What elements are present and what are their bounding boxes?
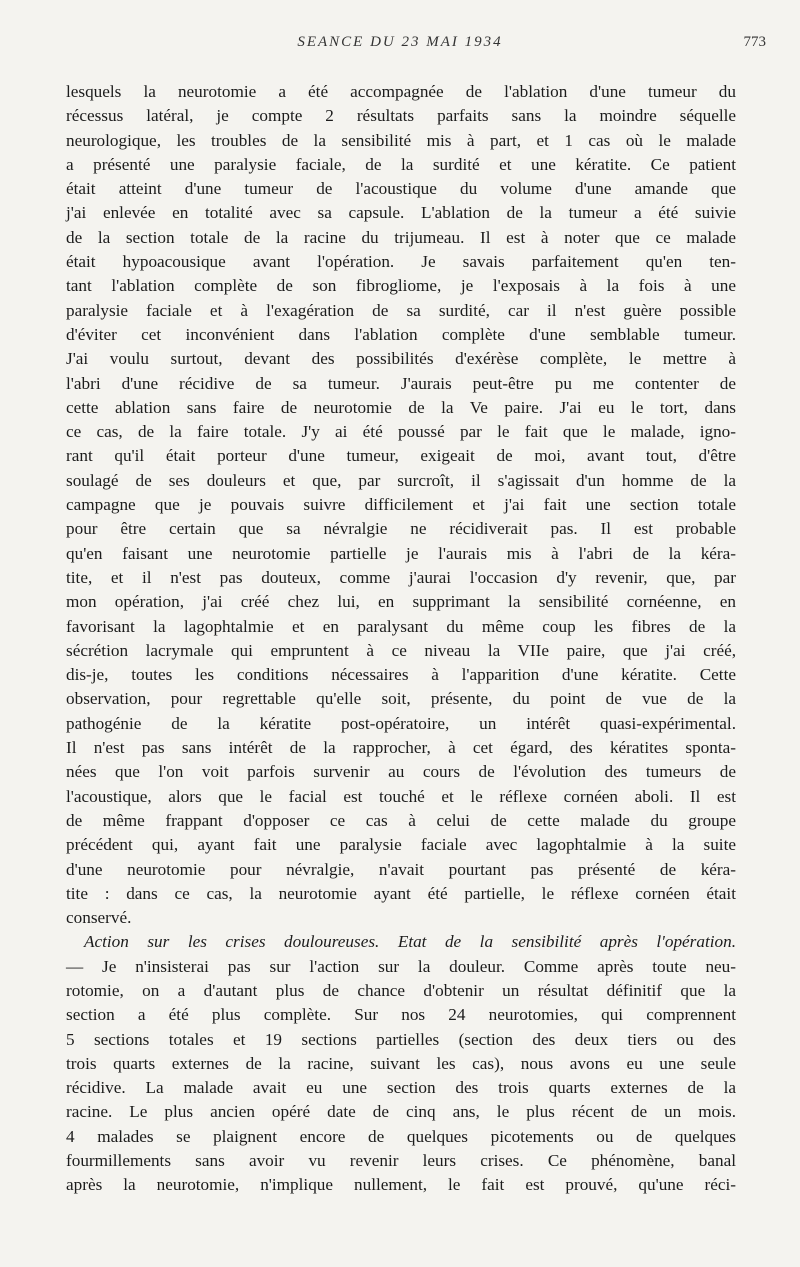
text-line: campagne que je pouvais suivre difficilement et j'ai fait une section totale xyxy=(66,495,736,515)
text-line: rotomie, on a d'autant plus de chance d'obtenir un résultat définitif que la xyxy=(66,980,736,1000)
text-line: section a été plus complète. Sur nos 24 neurotomies, qui comprennent xyxy=(66,1005,736,1025)
text-line: 5 sections totales et 19 sections partielles (section des deux tiers ou des xyxy=(66,1029,736,1049)
body-text xyxy=(66,80,736,1198)
text-line: mon opération, j'ai créé chez lui, en supprimant la sensibilité cornéenne, en xyxy=(66,592,736,612)
text-line: neurologique, les troubles de la sensibilité mis à part, et 1 cas où le malade xyxy=(66,130,736,150)
running-header xyxy=(0,34,800,56)
text-line: racine. Le plus ancien opéré date de cinq ans, le plus récent de un mois. xyxy=(66,1102,736,1122)
text-line: l'acoustique, alors que le facial est touché et le réflexe cornéen aboli. Il est xyxy=(66,786,736,806)
text-line: était atteint d'une tumeur de l'acoustique du volume d'une amande que xyxy=(66,179,736,199)
text-line: fourmillements sans avoir vu revenir leurs crises. Ce phénomène, banal xyxy=(66,1151,736,1171)
text-line: — Je n'insisterai pas sur l'action sur la douleur. Comme après toute neu- xyxy=(66,956,736,976)
text-line: soulagé de ses douleurs et que, par surcroît, il s'agissait d'un homme de la xyxy=(66,470,736,490)
text-line: pour être certain que sa névralgie ne récidiverait pas. Il est probable xyxy=(66,519,736,539)
text-line: observation, pour regrettable qu'elle soit, présente, du point de vue de la xyxy=(66,689,736,709)
text-line: tite : dans ce cas, la neurotomie ayant été partielle, le réflexe cornéen était xyxy=(66,883,736,903)
text-line: l'abri d'une récidive de sa tumeur. J'aurais peut-être pu me contenter de xyxy=(66,373,736,393)
text-line: paralysie faciale et à l'exagération de sa surdité, car il n'est guère possible xyxy=(66,300,736,320)
text-line: j'ai enlevée en totalité avec sa capsule. L'ablation de la tumeur a été suivie xyxy=(66,203,736,223)
header-title: SEANCE DU 23 MAI 1934 xyxy=(297,34,503,50)
text-line: trois quarts externes de la racine, suivant les cas), nous avons eu une seule xyxy=(66,1053,736,1073)
text-line: dis-je, toutes les conditions nécessaires à l'apparition d'une kératite. Cette xyxy=(66,665,736,685)
text-line: a présenté une paralysie faciale, de la surdité et une kératite. Ce patient xyxy=(66,154,736,174)
text-line: était hypoacousique avant l'opération. Je savais parfaitement qu'en ten- xyxy=(66,252,736,272)
text-line: après la neurotomie, n'implique nullement, le fait est prouvé, qu'une réci- xyxy=(66,1175,736,1195)
text-line: conservé. xyxy=(66,908,132,928)
text-line: rant qu'il était porteur d'une tumeur, exigeait de moi, avant tout, d'être xyxy=(66,446,736,466)
text-line: lesquels la neurotomie a été accompagnée de l'ablation d'une tumeur du xyxy=(66,82,736,101)
text-line: sécrétion lacrymale qui empruntent à ce niveau la VIIe paire, que j'ai créé, xyxy=(66,640,736,660)
text-line: tant l'ablation complète de son fibrogliome, je l'exposais à la fois à une xyxy=(66,276,736,296)
text-line: d'une neurotomie pour névralgie, n'avait pourtant pas présenté de kéra- xyxy=(66,859,736,879)
text-line: Il n'est pas sans intérêt de la rapprocher, à cet égard, des kératites sponta- xyxy=(66,738,736,758)
text-line: précédent qui, ayant fait une paralysie faciale avec lagophtalmie à la suite xyxy=(66,835,736,855)
text-line: cette ablation sans faire de neurotomie de la Ve paire. J'ai eu le tort, dans xyxy=(66,397,736,417)
text-line: de même frappant d'opposer ce cas à celui de cette malade du groupe xyxy=(66,810,736,830)
text-line: ce cas, de la faire totale. J'y ai été poussé par le fait que le malade, igno- xyxy=(66,422,736,442)
text-line: pathogénie de la kératite post-opératoire, un intérêt quasi-expérimental. xyxy=(66,713,736,733)
text-line: d'éviter cet inconvénient dans l'ablation complète d'une semblable tumeur. xyxy=(66,324,736,344)
text-line: tite, et il n'est pas douteux, comme j'aurai l'occasion d'y revenir, que, par xyxy=(66,567,736,587)
text-line: 4 malades se plaignent encore de quelques picotements ou de quelques xyxy=(66,1126,736,1146)
section-heading: Action sur les crises douloureuses. Etat de la sensibilité après l'opération. xyxy=(84,932,736,952)
text-line: de la section totale de la racine du trijumeau. Il est à noter que ce malade xyxy=(66,227,736,247)
text-line: qu'en faisant une neurotomie partielle je l'aurais mis à l'abri de la kéra- xyxy=(66,543,736,563)
text-line: J'ai voulu surtout, devant des possibilités d'exérèse complète, le mettre à xyxy=(66,349,736,369)
page-number: 773 xyxy=(743,34,766,50)
text-line: récessus latéral, je compte 2 résultats parfaits sans la moindre séquelle xyxy=(66,106,736,126)
text-line: favorisant la lagophtalmie et en paralysant du même coup les fibres de la xyxy=(66,616,736,636)
text-line: récidive. La malade avait eu une section des trois quarts externes de la xyxy=(66,1078,736,1098)
text-line: nées que l'on voit parfois survenir au cours de l'évolution des tumeurs de xyxy=(66,762,736,782)
